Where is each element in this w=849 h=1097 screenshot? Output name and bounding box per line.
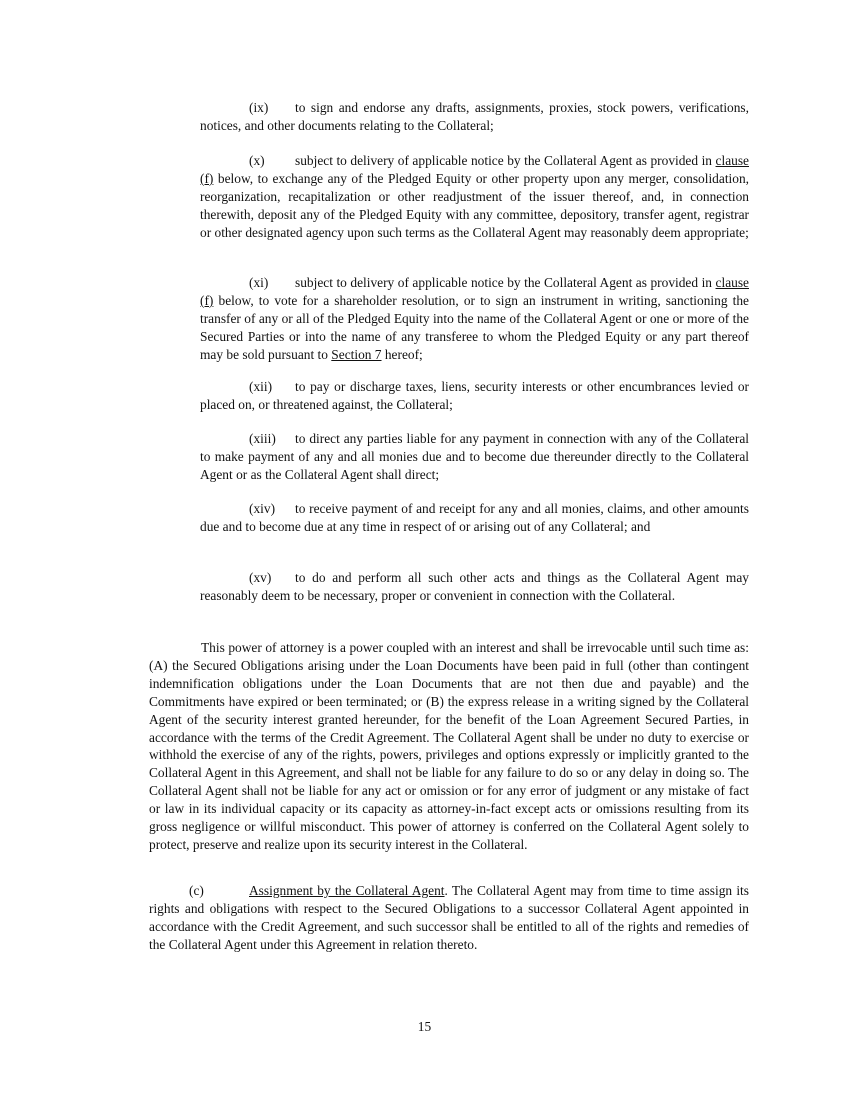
section-c [149,882,749,954]
clause-xii [200,378,749,414]
clause-xi-text-1: subject to delivery of applicable notice by the Collateral Agent as provided in [295,275,716,290]
clause-xiv-label: (xiv) [249,501,276,516]
clause-ix-label: (ix) [249,100,269,115]
clause-xv-text: to do and perform all such other acts and things as the Collateral Agent may reasonably deem to be necessary, proper or convenient in connection with the Collateral. [200,570,749,603]
clause-xv-label: (xv) [249,570,272,585]
clause-xiv [200,500,749,536]
clause-xiii-label: (xiii) [249,431,276,446]
clause-x-label: (x) [249,153,265,168]
clause-xii-text: to pay or discharge taxes, liens, security interests or other encumbrances levied or placed on, or threatened against, the Collateral; [200,379,749,412]
section-c-heading: Assignment by the Collateral Agent [249,883,445,898]
clause-xi-text-3: hereof; [381,346,423,362]
section-c-label: (c) [189,883,204,898]
section-c-text: . The Collateral Agent may from time to time assign its rights and obligations with respect to the Secured Obligations to a successor Collateral Agent appointed in accordance with the Credit Agreement, and such successor shall be entitled to all of the rights and remedies of the Collateral Agent under this Agreement in relation thereto. [149,883,749,952]
clause-xi-label: (xi) [249,275,269,290]
clause-x-text-2: below, to exchange any of the Pledged Equity or other property upon any merger, consolidation, reorganization, recapitalization or other readjustment of the issuer thereof, and, in connection therewith, deposit any of the Pledged Equity with any committee, depository, transfer agent, registrar or other designated agency upon such terms as the Collateral Agent may reasonably deem appropriate; [200,170,749,240]
clause-xiii-text: to direct any parties liable for any payment in connection with any of the Collateral to make payment of any and all monies due and to become due thereunder directly to the Collateral Agent or as the Collateral Agent shall direct; [200,431,749,482]
clause-f-reference: clause (f) [200,153,749,186]
clause-ix-text: to sign and endorse any drafts, assignments, proxies, stock powers, verifications, notices, and other documents relating to the Collateral; [200,100,749,133]
clause-xi-text-2: below, to vote for a shareholder resolution, or to sign an instrument in writing, sanctioning the transfer of any or all of the Pledged Equity into the name of the Collateral Agent or one or more of the Secured Parties or into the name of any transferee to whom the Pledged Equity or any part thereof may be sold pursuant to [200,292,749,362]
clause-xi [200,274,749,364]
page-number: 15 [417,1019,432,1034]
clause-xii-label: (xii) [249,379,273,394]
power-of-attorney-text: This power of attorney is a power coupled with an interest and shall be irrevocable until such time as: (A) the Secured Obligations arising under the Loan Documents have been paid in full (other than contingent indemnification obligations under the Loan Documents that are not then due and payable) and the Commitments have expired or been terminated; or (B) the express release in a writing signed by the Collateral Agent of the security interest granted hereunder, for the benefit of the Loan Agreement Secured Parties, in accordance with the terms of the Credit Agreement. The Collateral Agent shall be under no duty to exercise or withhold the exercise of any of the rights, powers, privileges and options expressly or implicitly granted to the Collateral Agent in this Agreement, and shall not be liable for any failure to do so or any delay in doing so. The Collateral Agent shall not be liable for any act or omission or for any error of judgment or any mistake of fact or law in its individual capacity or its capacity as attorney-in-fact except acts or omissions resulting from its gross negligence or willful misconduct. This power of attorney is conferred on the Collateral Agent solely to protect, preserve and realize upon its security interest in the Collateral. [149,640,749,852]
section-7-reference: Section 7 [331,346,382,362]
clause-xiv-text: to receive payment of and receipt for any and all monies, claims, and other amounts due and to become due at any time in respect of or arising out of any Collateral; and [200,501,749,534]
clause-ix [200,99,749,135]
clause-xiii [200,430,749,484]
clause-xv [200,569,749,605]
clause-x [200,152,749,242]
power-of-attorney-paragraph [149,639,749,854]
clause-f-reference: clause (f) [200,275,749,308]
clause-x-text-1: subject to delivery of applicable notice by the Collateral Agent as provided in [295,153,716,168]
